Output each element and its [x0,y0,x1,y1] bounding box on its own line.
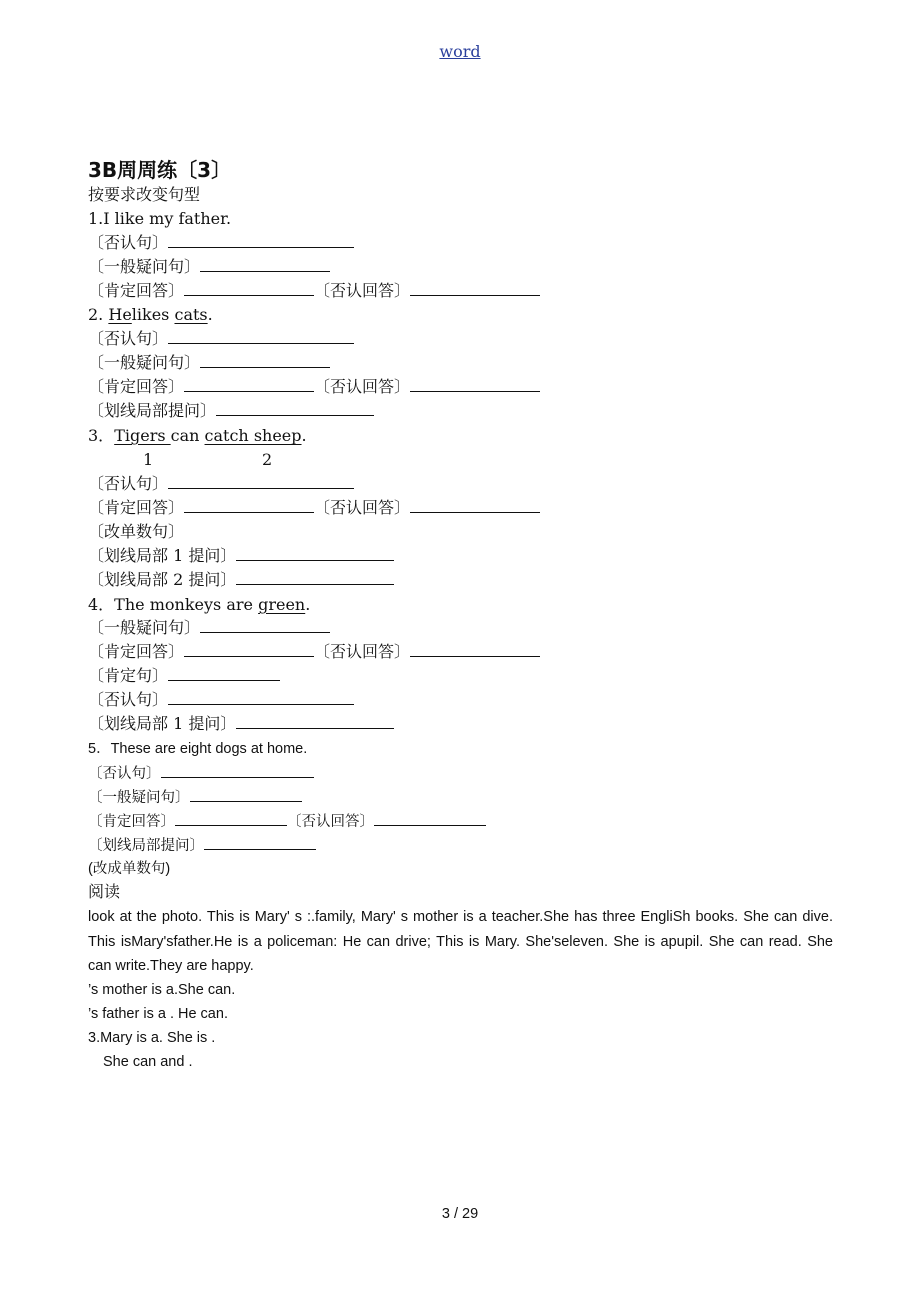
q3-negative-label: 〔否认句〕 [88,474,169,493]
q2-yesno-label: 〔一般疑问句〕 [88,353,201,372]
q1-yesno-blank[interactable] [200,257,330,272]
q3-answers-row [88,498,540,518]
q3-mark-2: 2 [262,450,273,469]
q4-affirmative-label: 〔肯定句〕 [88,666,169,685]
q3-positive-answer-blank[interactable] [184,498,314,513]
q4-positive-answer-label: 〔肯定回答〕 [88,642,185,661]
q2-underline-question-row [88,401,374,421]
q2-answers-row [88,377,540,397]
q1-yesno-label: 〔一般疑问句〕 [88,257,201,276]
q5-underline-question-row [88,835,316,856]
q3-sentence [88,426,307,446]
q5-answers-row [88,811,486,832]
q2-negative-blank[interactable] [168,329,354,344]
q4-affirmative-row [88,666,280,686]
q4-part1-question-blank[interactable] [236,714,394,729]
q2-negative-answer-blank[interactable] [410,377,540,392]
q3-part2-question-label: 〔划线局部 2 提问〕 [88,570,237,589]
q4-sentence [88,595,310,615]
q5-positive-answer-label: 〔肯定回答〕 [88,814,175,830]
q3-part2-question-row [88,570,394,590]
q3-negative-answer-label: 〔否认回答〕 [314,498,411,517]
q3-underlined-catch-sheep: catch sheep [204,426,302,445]
q4-prefix: 4．The monkeys are [88,595,259,614]
q5-yesno-row [88,787,302,808]
q4-negative-blank[interactable] [168,690,354,705]
q4-yesno-row [88,618,330,638]
q4-yesno-blank[interactable] [200,618,330,633]
q3-positive-answer-label: 〔肯定回答〕 [88,498,185,517]
q3-period: . [301,426,307,445]
q3-negative-row [88,474,354,494]
q4-part1-question-label: 〔划线局部 1 提问〕 [88,714,237,733]
instruction-text: 按要求改变句型 [88,187,201,204]
q4-negative-answer-blank[interactable] [410,642,540,657]
q3-part1-question-row [88,546,394,566]
q1-positive-answer-label: 〔肯定回答〕 [88,281,185,300]
q2-positive-answer-label: 〔肯定回答〕 [88,377,185,396]
q5-yesno-label: 〔一般疑问句〕 [88,790,190,806]
page-title: 3B周周练〔3〕 [88,158,232,182]
q2-likes: likes [131,305,175,324]
reading-item-3: 3.Mary is a. She is . [88,1030,216,1046]
q1-negative-blank[interactable] [168,233,354,248]
q5-negative-blank[interactable] [161,763,314,778]
reading-item-2: ’s father is a . He can. [88,1006,228,1022]
q1-negative-answer-blank[interactable] [410,281,540,296]
q5-singular-label: (改成单数句) [88,861,171,877]
q4-affirmative-blank[interactable] [168,666,280,681]
q4-positive-answer-blank[interactable] [184,642,314,657]
q1-sentence: 1.I like my father. [88,209,232,228]
q1-positive-answer-blank[interactable] [184,281,314,296]
q5-negative-answer-label: 〔否认回答〕 [287,814,374,830]
q3-negative-blank[interactable] [168,474,354,489]
q3-part1-question-blank[interactable] [236,546,394,561]
q1-yesno-row [88,257,330,277]
q5-underline-question-label: 〔划线局部提问〕 [88,838,204,854]
q3-mark-1: 1 [143,450,154,469]
q3-part1-question-label: 〔划线局部 1 提问〕 [88,546,237,565]
reading-item-4: She can and . [103,1054,193,1070]
q2-negative-row [88,329,354,349]
q4-underlined-green: green [258,595,306,614]
page-number: 3 / 29 [441,1206,479,1222]
q1-negative-answer-label: 〔否认回答〕 [314,281,411,300]
q5-sentence: 5．These are eight dogs at home. [88,741,308,757]
q2-underlined-he: He [108,305,132,324]
reading-passage: look at the photo. This is Mary' s :.family, Mary' s mother is a teacher.She has three EngliSh books. She can dive. This isMary'sfather.He is a policeman: He can drive; This is Mary. She'seleven. She is apupil. She can read. She can write.They are happy. [88,909,833,974]
q3-can: can [170,426,205,445]
q4-yesno-label: 〔一般疑问句〕 [88,618,201,637]
q2-underline-question-label: 〔划线局部提问〕 [88,401,217,420]
q3-part2-question-blank[interactable] [236,570,394,585]
q3-number: 3． [88,426,115,445]
q2-number: 2. [88,305,109,324]
header-word-link[interactable]: word [439,42,481,61]
q2-underlined-cats: cats [174,305,208,324]
q4-negative-label: 〔否认句〕 [88,690,169,709]
reading-heading: 阅读 [88,884,121,901]
q3-singular-label: 〔改单数句〕 [88,522,185,541]
q1-negative-row [88,233,354,253]
q4-negative-row [88,690,354,710]
q2-period: . [207,305,213,324]
q4-period: . [305,595,311,614]
q2-yesno-row [88,353,330,373]
q4-negative-answer-label: 〔否认回答〕 [314,642,411,661]
q1-answers-row [88,281,540,301]
q2-negative-answer-label: 〔否认回答〕 [314,377,411,396]
q5-underline-question-blank[interactable] [204,835,316,850]
q2-sentence [88,305,213,325]
q2-negative-label: 〔否认句〕 [88,329,169,348]
q5-negative-row [88,763,314,784]
q3-underlined-tigers: Tigers [114,426,171,445]
q5-positive-answer-blank[interactable] [175,811,287,826]
reading-item-1: ’s mother is a.She can. [88,982,236,998]
q2-underline-question-blank[interactable] [216,401,374,416]
q3-negative-answer-blank[interactable] [410,498,540,513]
q1-negative-label: 〔否认句〕 [88,233,169,252]
q2-yesno-blank[interactable] [200,353,330,368]
q5-negative-label: 〔否认句〕 [88,766,161,782]
q2-positive-answer-blank[interactable] [184,377,314,392]
q4-part1-question-row [88,714,394,734]
q5-yesno-blank[interactable] [190,787,302,802]
q5-negative-answer-blank[interactable] [374,811,486,826]
q4-answers-row [88,642,540,662]
